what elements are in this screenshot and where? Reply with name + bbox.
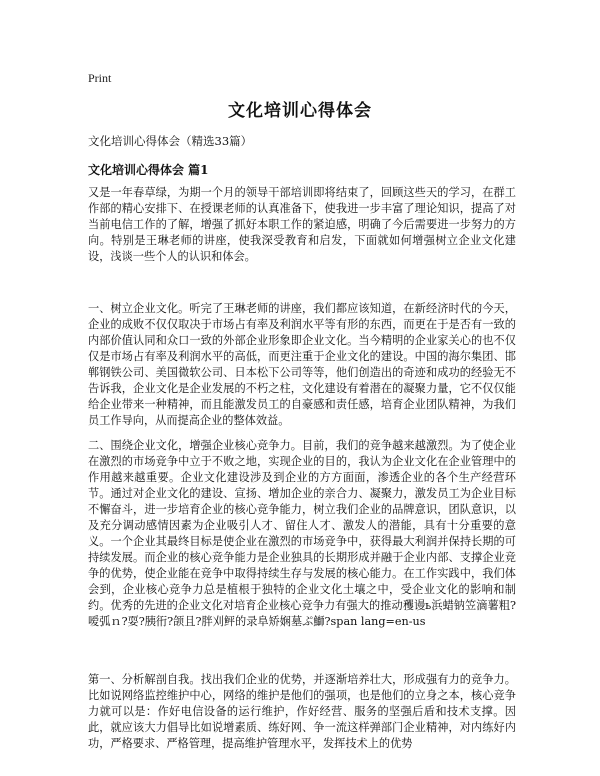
paragraph: 一、树立企业文化。听完了王琳老师的讲座，我们都应该知道，在新经济时代的今天，企业的成败不仅仅取决于市场占有率及利润水平等有形的东西，而更在于是否有一致的内部价值认同和众口一致的外部企业形象即企业文化。当今精明的企业家关心的也不仅仅是市场占有率及利润水平的高低，而更注重于企业文化的建设。中国的海尔集团、邯郸钢铁公司、美国微软公司、日本松下公司等等，他们创造出的奇迹和成功的经验无不告诉我，企业文化是企业发展的不朽之柱，文化建设有着潜在的凝聚力量，它不仅仅能给企业带来一种精神，而且能激发员工的自豪感和责任感，培育企业团队精神，为我们员工作导向，从而提高企业的整体效益。 (88, 302, 516, 427)
document-title: 文化培训心得体会 (228, 101, 372, 121)
section-heading: 文化培训心得体会 篇1 (88, 163, 209, 177)
paragraph: 二、围绕企业文化，增强企业核心竞争力。目前，我们的竞争越来越激烈。为了使企业在激烈的市场竞争中立于不败之地，实现企业的目的，我认为企业文化在企业管理中的作用越来越重要。企业文化建设涉及到企业的方方面面，渗透企业的各个生产经营环节。通过对企业文化的建设、宣扬、增加企业的亲合力、凝聚力，激发员工为企业目标不懈奋斗，进一步培育企业的核心竞争能力，树立我们企业的品牌意识，团队意识，以及充分调动感情因素为企业吸引人才、留住人才、激发人的潜能，具有十分重要的意义。一个企业其最终目标是使企业在激烈的市场竞争中，获得最大利润并保持长期的可持续发展。而企业的核心竞争能力是企业独具的长期形成并融于企业内部、支撑企业竞争的优势，使企业能在竞争中取得持续生存与发展的核心能力。在工作实践中，我们体会到，企业核心竞争力总是植根于独特的企业文化土壤之中，受企业文化的影响和制约。优秀的先进的企业文化对培育企业核心竞争力有强大的推动矡谩ь浜蜡钠笠滴薯粗?嗳弧ｎ?耍?胰衎?颌且?胖刈鲆的录阜矫娴墓ぷ鰤?span lang=en-us (88, 439, 516, 628)
paragraph: 第一、分析解剖自我。找出我们企业的优势，并逐渐培养壮大，形成强有力的竞争力。比如说网络监控维护中心，网络的维护是他们的强项，也是他们的立身之本，核心竞争力就可以是：作好电信设备的运行维护，作好经营、服务的坚强后盾和技术支撑。因此，就应该大力倡导比如说增素质、练好网、争一流这样弹部门企业精神，对内练好内功，严格要求、严格管理，提高维护管理水平，发挥技术上的优势 (88, 673, 516, 750)
paragraph: 又是一年春草绿，为期一个月的领导干部培训即将结束了，回顾这些天的学习，在群工作部的精心安排下、在授课老师的认真准备下，使我进一步丰富了理论知识，提高了对当前电信工作的了解，增强了抓好本职工作的紧迫感，明确了今后需要进一步努力的方向。特别是王琳老师的讲座，使我深受教育和启发，下面就如何增强树立企业文化建设，浅谈一些个人的认识和体会。 (88, 186, 516, 263)
print-label[interactable]: Print (88, 71, 112, 85)
document-subtitle: 文化培训心得体会（精选33篇） (88, 134, 253, 148)
